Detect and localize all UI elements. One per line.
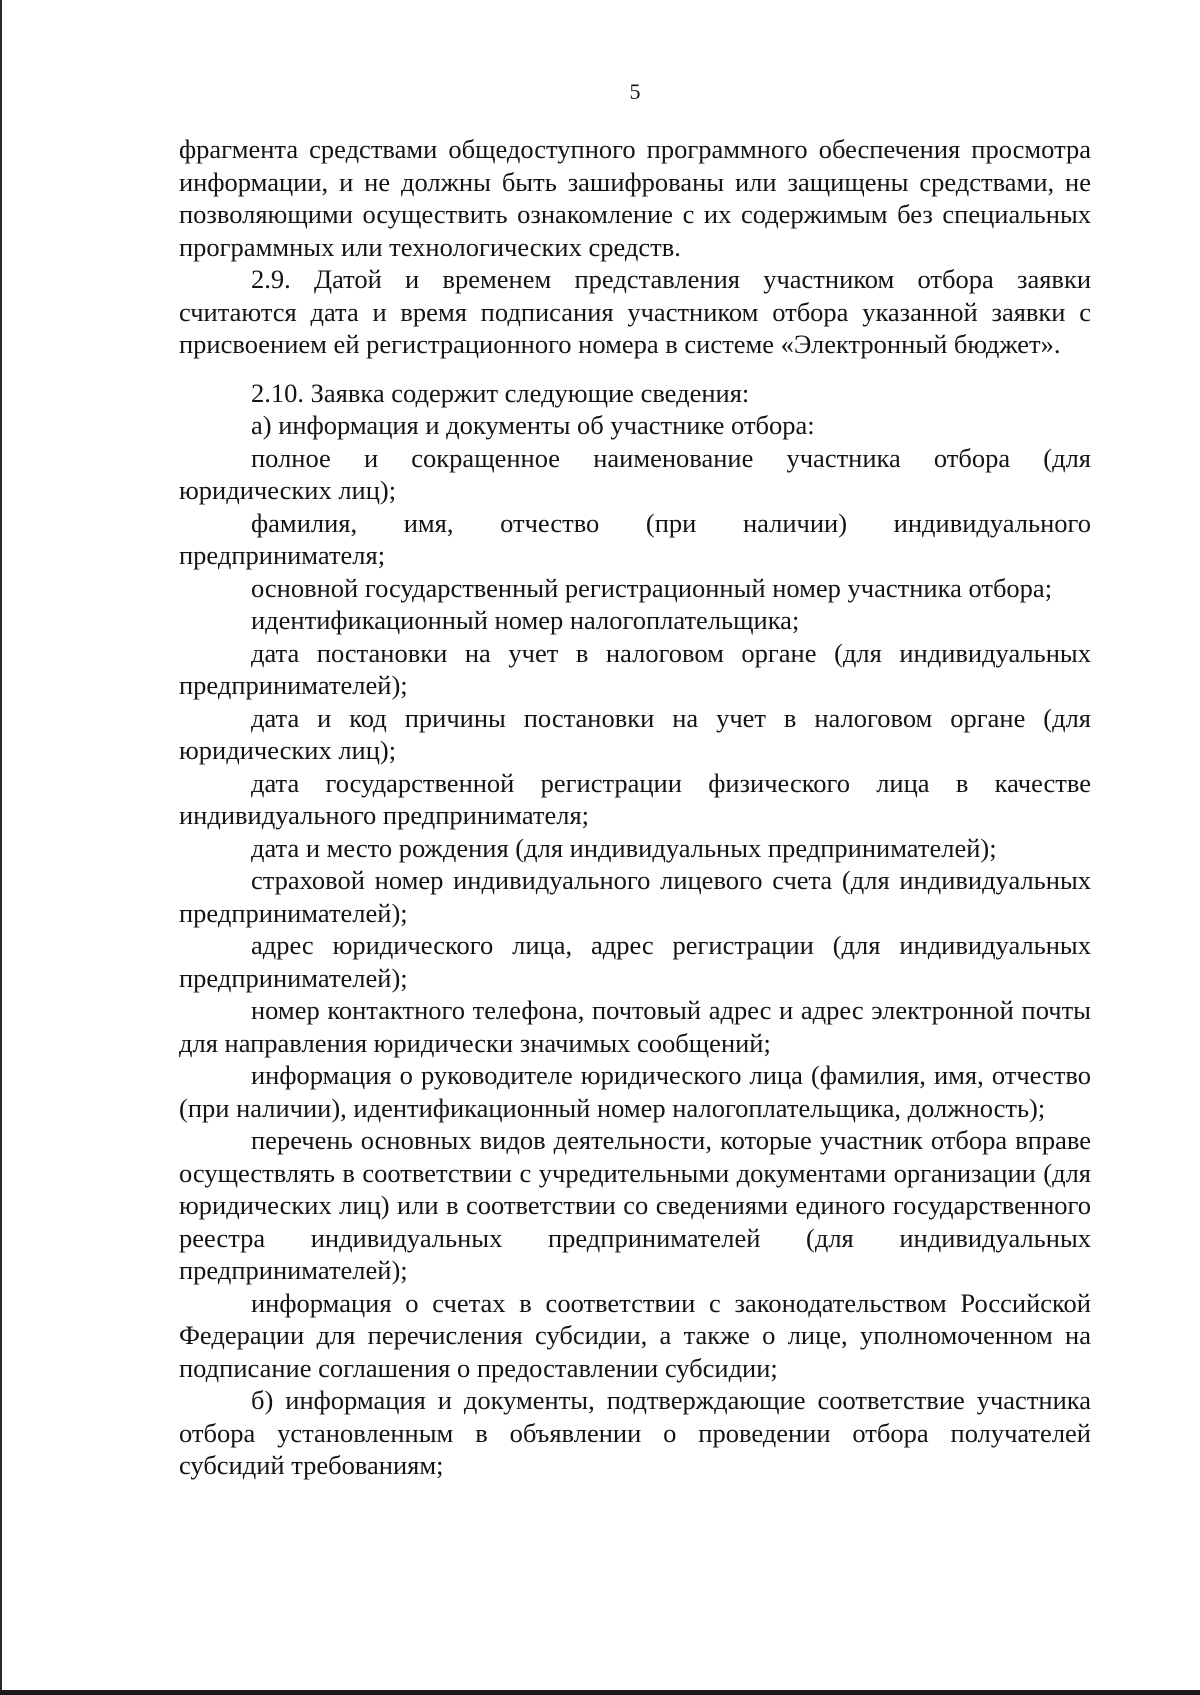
list-item-ip-registration-date: дата государственной регистрации физического лица в качестве индивидуального предпринимателя; — [179, 767, 1091, 830]
list-item-tax-registration-date: дата постановки на учет в налоговом органе (для индивидуальных предпринимателей); — [179, 637, 1091, 700]
list-item-accounts: информация о счетах в соответствии с законодательством Российской Федерации для перечисления субсидии, а также о лице, уполномоченном на подписание соглашения о предоставлении субсидии; — [179, 1287, 1091, 1383]
paragraph-continuation: фрагмента средствами общедоступного программного обеспечения просмотра информации, и не должны быть зашифрованы или защищены средствами, не позволяющими осуществить ознакомление с их содержимым без специальных программных или технологических средств. — [179, 134, 1091, 262]
list-item-a: а) информация и документы об участнике отбора: — [251, 410, 815, 440]
list-item-kpp: дата и код причины постановки на учет в налоговом органе (для юридических лиц); — [179, 702, 1091, 765]
paragraph-2-9: 2.9. Датой и временем представления участником отбора заявки считаются дата и время подписания участником отбора указанной заявки с присвоением ей регистрационного номера в системе «Электронный бюджет». — [179, 264, 1091, 359]
list-item-head-info: информация о руководителе юридического лица (фамилия, имя, отчество (при наличии), идентификационный номер налогоплательщика, должность); — [179, 1060, 1091, 1123]
list-item-activities: перечень основных видов деятельности, которые участник отбора вправе осуществлять в соответствии с учредительными документами организации (для юридических лиц) или в соответствии со сведениями единого государственного реестра индивидуальных предпринимателей (для индивидуальных предпринимателей); — [179, 1125, 1091, 1285]
list-item-address: адрес юридического лица, адрес регистрации (для индивидуальных предпринимателей); — [179, 930, 1091, 993]
list-item-birth: дата и место рождения (для индивидуальных предпринимателей); — [251, 832, 997, 863]
list-item-fio: фамилия, имя, отчество (при наличии) индивидуального предпринимателя; — [179, 507, 1091, 570]
page-number: 5 — [629, 79, 641, 104]
list-item-snils: страховой номер индивидуального лицевого счета (для индивидуальных предпринимателей); — [179, 865, 1091, 928]
list-item-full-name: полное и сокращенное наименование участника отбора (для юридических лиц); — [179, 442, 1091, 505]
document-body — [179, 133, 1091, 1482]
list-item-inn: идентификационный номер налогоплательщика; — [251, 605, 800, 635]
paragraph-2-10: 2.10. Заявка содержит следующие сведения: — [251, 377, 750, 408]
list-item-ogrn: основной государственный регистрационный номер участника отбора; — [251, 572, 1053, 603]
list-item-b: б) информация и документы, подтверждающие соответствие участника отбора установленным в объявлении о проведении отбора получателей субсидий требованиям; — [179, 1385, 1091, 1480]
scan-edge-left — [0, 0, 2, 1695]
scan-edge-bottom — [0, 1690, 1200, 1695]
list-item-contacts: номер контактного телефона, почтовый адрес и адрес электронной почты для направления юридически значимых сообщений; — [179, 995, 1091, 1058]
